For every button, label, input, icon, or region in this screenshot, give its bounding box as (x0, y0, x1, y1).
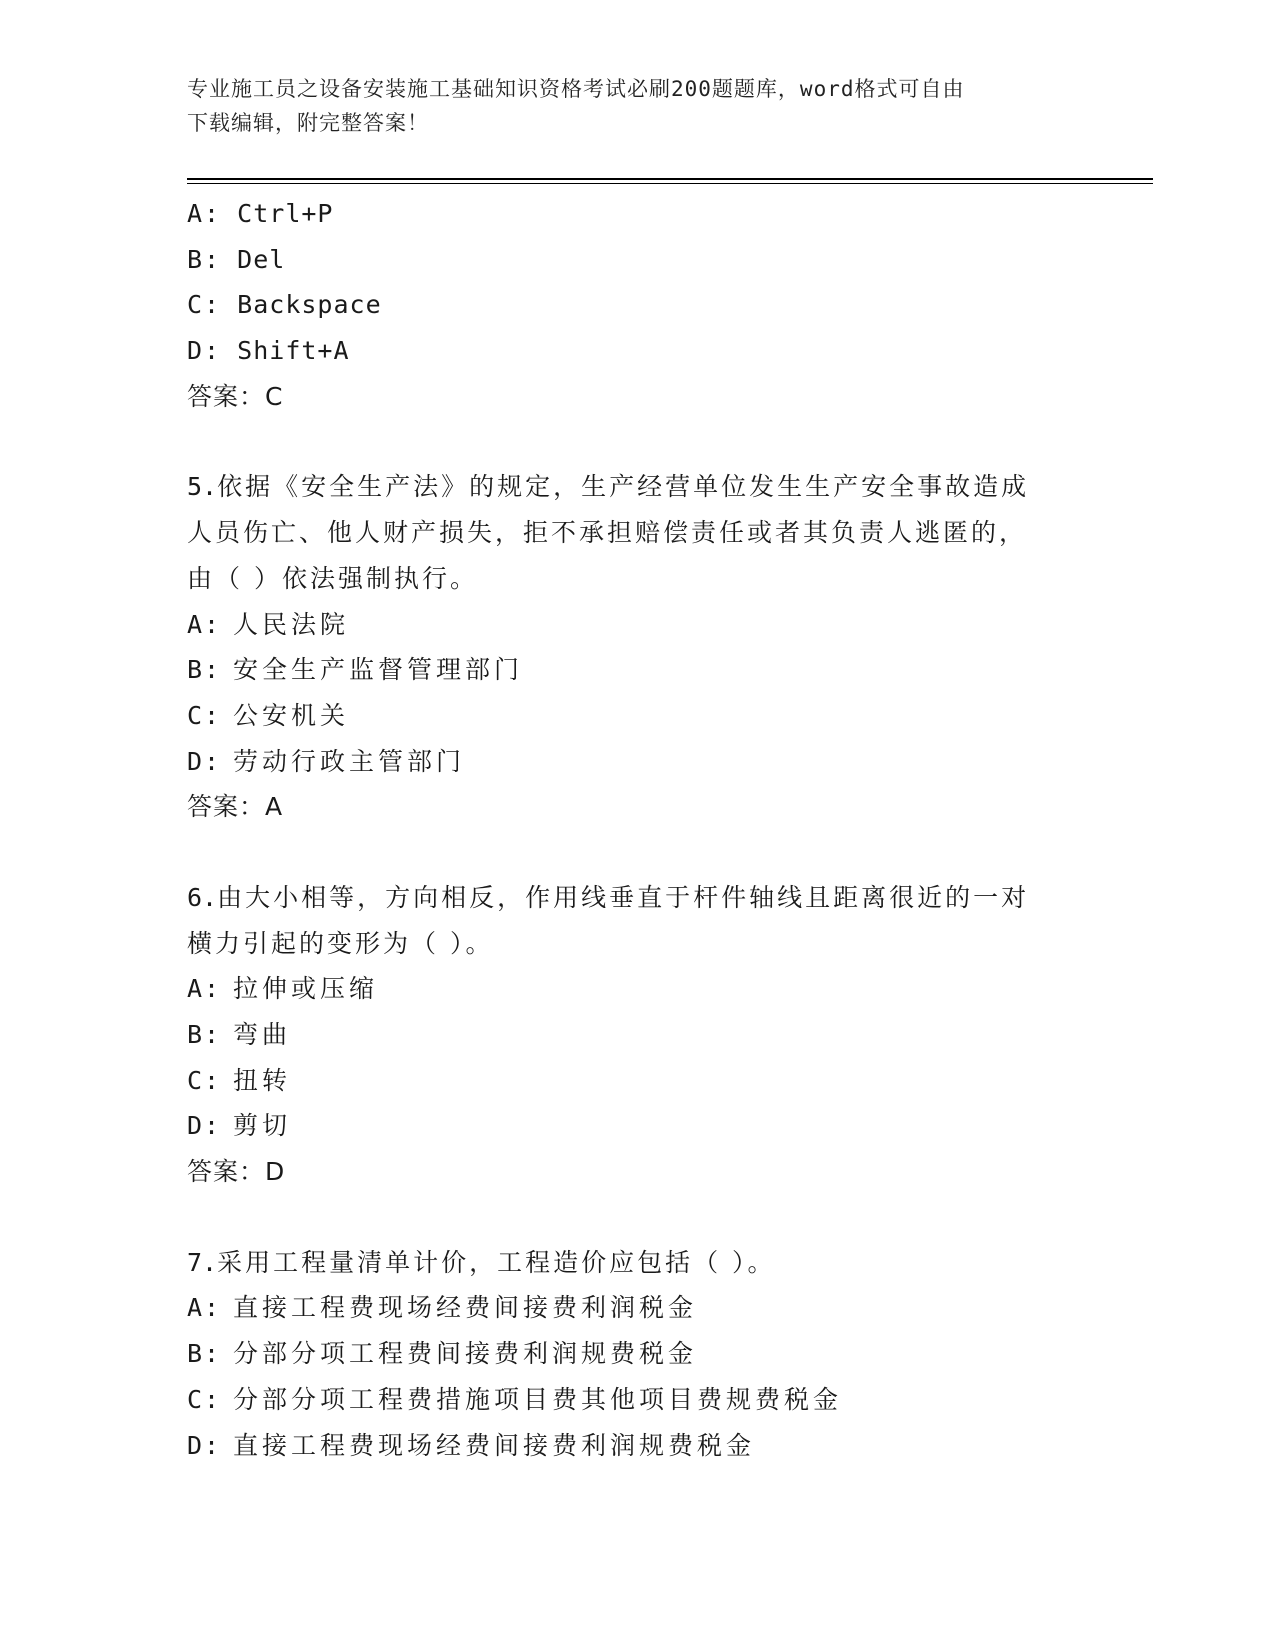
option-text: Ctrl+P (221, 199, 334, 228)
option-b (187, 647, 1087, 693)
question-7 (187, 1240, 1087, 1468)
header-line-1: 专业施工员之设备安装施工基础知识资格考试必刷200题题库，word格式可自由 (187, 77, 965, 101)
option-letter: A: (187, 1293, 222, 1323)
question-stem-line: 横力引起的变形为（ ）。 (187, 928, 494, 958)
option-text: 公安机关 (221, 700, 350, 730)
option-text: 弯曲 (221, 1020, 292, 1049)
option-a (187, 191, 1087, 237)
option-text: Shift+A (221, 336, 350, 366)
option-d (187, 1103, 1087, 1149)
answer-line: 答案：A (187, 792, 284, 822)
option-letter: A: (187, 609, 222, 639)
option-d (187, 328, 1087, 374)
option-text: 直接工程费现场经费间接费利润税金 (221, 1293, 698, 1323)
option-letter: D: (187, 336, 222, 366)
option-letter: A: (187, 974, 222, 1004)
option-text: 剪切 (221, 1111, 292, 1141)
option-c (187, 282, 1087, 328)
option-letter: D: (187, 1430, 222, 1460)
option-letter: C: (187, 1065, 222, 1095)
question-number: 6. (187, 882, 218, 912)
option-text: 人民法院 (221, 609, 350, 639)
answer-line: 答案：C (187, 381, 284, 411)
option-text: 分部分项工程费措施项目费其他项目费规费税金 (221, 1384, 843, 1414)
question-content (187, 191, 1087, 1468)
option-d (187, 1423, 1087, 1469)
question-stem-line: 人员伤亡、他人财产损失，拒不承担赔偿责任或者其负责人逃匿的， (187, 518, 1028, 548)
option-letter: C: (187, 1384, 222, 1414)
option-text: 安全生产监督管理部门 (221, 655, 524, 685)
header-divider-thick (187, 178, 1153, 180)
question-text: 依据《安全生产法》的规定，生产经营单位发生生产安全事故造成 (217, 472, 1030, 502)
option-d (187, 739, 1087, 785)
option-letter: C: (187, 700, 222, 730)
option-text: 劳动行政主管部门 (221, 746, 466, 776)
option-letter: D: (187, 1111, 222, 1141)
option-text: Backspace (221, 290, 382, 320)
option-c (187, 1058, 1087, 1104)
option-letter: A: (187, 199, 222, 228)
option-text: 分部分项工程费间接费利润规费税金 (221, 1339, 698, 1369)
answer-line: 答案：D (187, 1157, 286, 1187)
option-letter: B: (187, 1020, 222, 1049)
option-letter: B: (187, 655, 222, 685)
option-a (187, 602, 1087, 648)
question-stem-line (187, 1240, 1087, 1286)
option-b (187, 1012, 1087, 1058)
header-line-2: 下载编辑，附完整答案！ (187, 111, 429, 135)
option-letter: C: (187, 290, 222, 320)
option-b (187, 1331, 1087, 1377)
option-c (187, 693, 1087, 739)
option-text: 扭转 (221, 1065, 292, 1095)
question-6 (187, 875, 1087, 1195)
option-text: 直接工程费现场经费间接费利润规费税金 (221, 1430, 756, 1460)
question-stem-line (187, 875, 1087, 921)
option-text: 拉伸或压缩 (221, 974, 379, 1004)
option-text: Del (221, 244, 286, 274)
question-stem-line (187, 464, 1087, 510)
option-a (187, 1285, 1087, 1331)
option-b (187, 237, 1087, 283)
question-stem-line: 由（ ）依法强制执行。 (187, 563, 478, 593)
option-letter: B: (187, 1339, 222, 1369)
option-letter: D: (187, 746, 222, 776)
document-header (187, 72, 1087, 140)
question-text: 采用工程量清单计价，工程造价应包括（ ）。 (217, 1247, 776, 1277)
option-c (187, 1377, 1087, 1423)
option-letter: B: (187, 244, 222, 274)
question-number: 5. (187, 472, 218, 502)
question-prev (187, 191, 1087, 419)
option-a (187, 966, 1087, 1012)
header-divider-thin (187, 183, 1153, 184)
question-number: 7. (187, 1247, 218, 1277)
question-5 (187, 464, 1087, 830)
question-text: 由大小相等，方向相反，作用线垂直于杆件轴线且距离很近的一对 (217, 882, 1030, 912)
